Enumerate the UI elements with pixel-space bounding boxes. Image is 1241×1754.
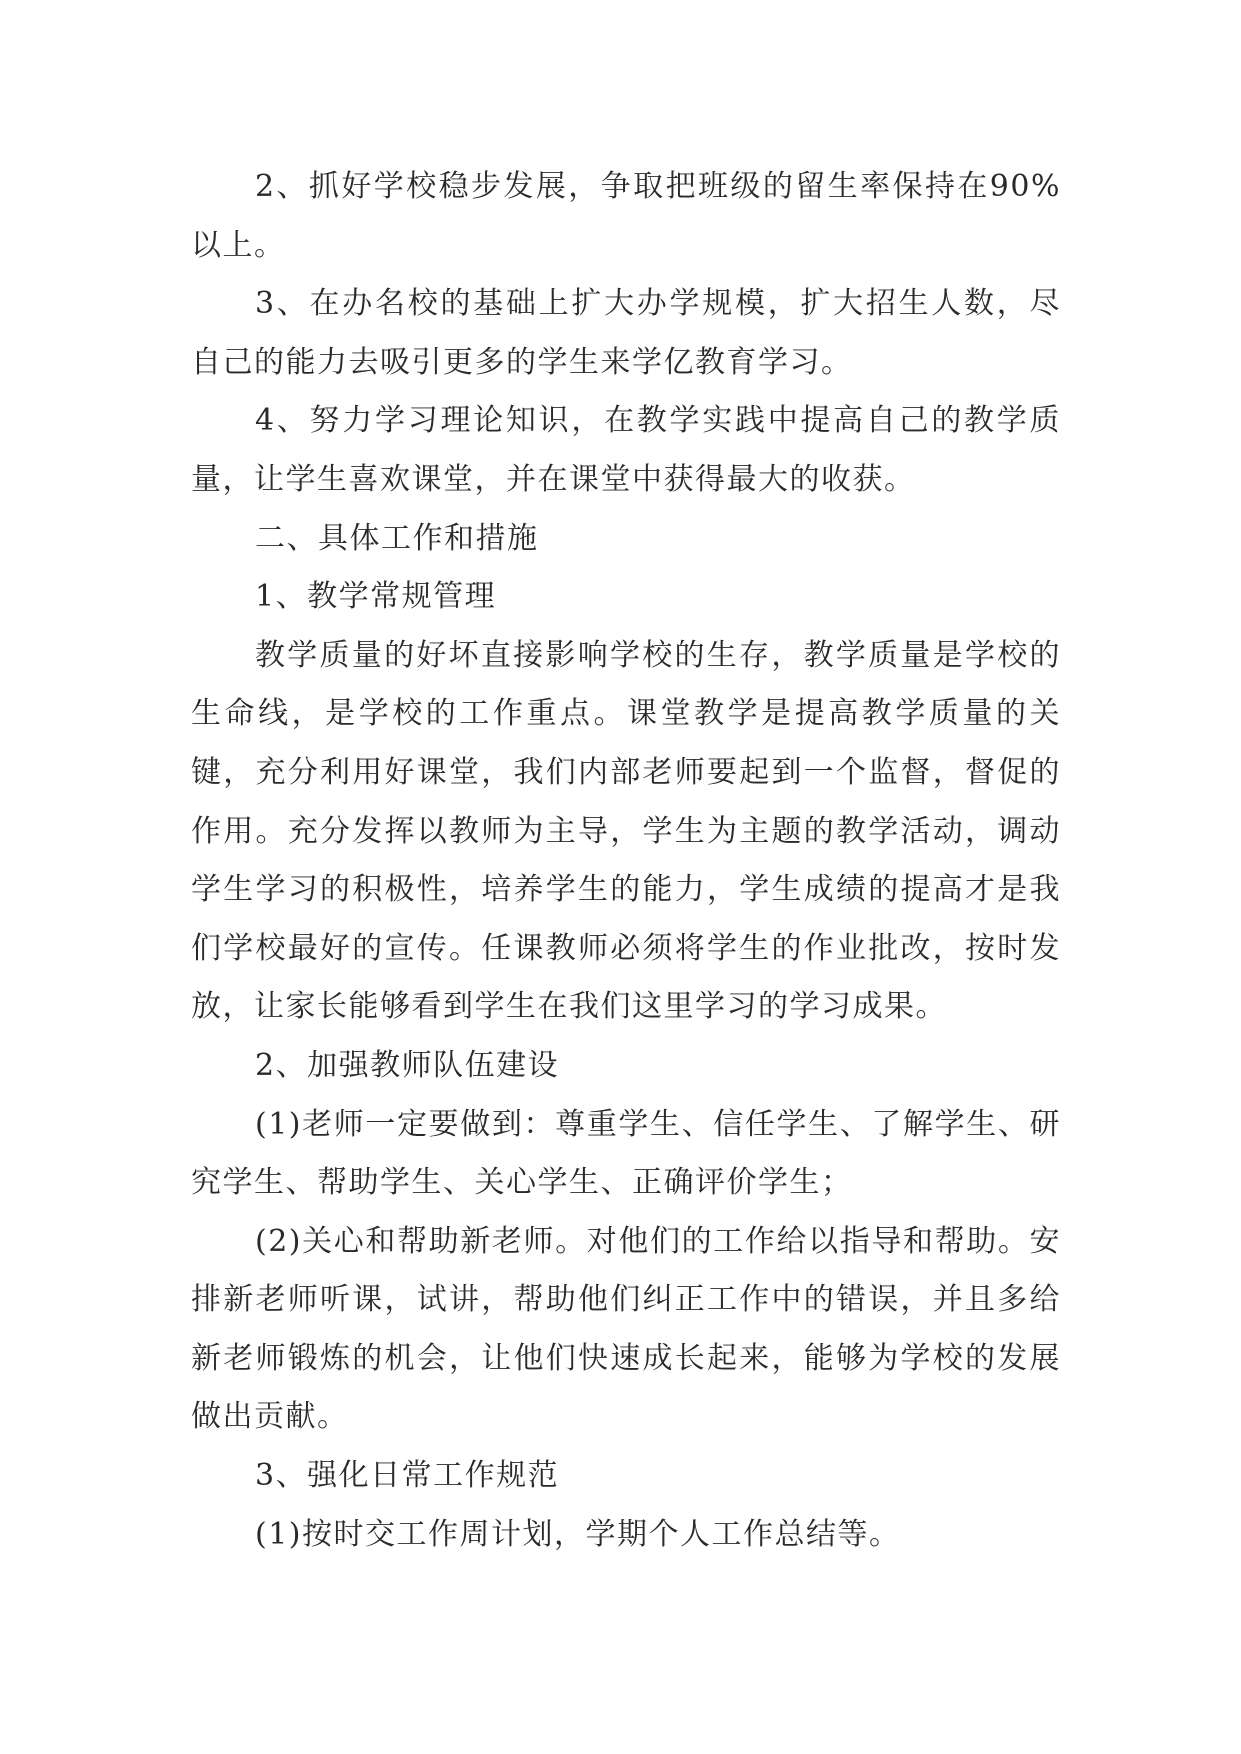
subheading-teaching-routine: 1、教学常规管理: [255, 579, 497, 615]
subheading-teacher-team: 2、加强教师队伍建设: [255, 1047, 560, 1083]
paragraph-teacher-item-2: (2)关心和帮助新老师。对他们的工作给以指导和帮助。安排新老师听课，试讲，帮助他们纠正工作中的错误，并且多给新老师锻炼的机会，让他们快速成长起来，能够为学校的发展做出贡献。: [191, 1223, 1061, 1435]
paragraph-daily-item-1: (1)按时交工作周计划，学期个人工作总结等。: [255, 1516, 901, 1552]
subheading-daily-work: 3、强化日常工作规范: [255, 1458, 560, 1494]
paragraph-goal-2: 2、抓好学校稳步发展，争取把班级的留生率保持在90%以上。: [191, 169, 1061, 263]
section-heading-measures: 二、具体工作和措施: [255, 520, 539, 556]
paragraph-teaching-quality: 教学质量的好坏直接影响学校的生存，教学质量是学校的生命线，是学校的工作重点。课堂教学是提高教学质量的关键，充分利用好课堂，我们内部老师要起到一个监督，督促的作用。充分发挥以教师为主导，学生为主题的教学活动，调动学生学习的积极性，培养学生的能力，学生成绩的提高才是我们学校最好的宣传。任课教师必须将学生的作业批改，按时发放，让家长能够看到学生在我们这里学习的学习成果。: [191, 637, 1061, 1025]
paragraph-goal-4: 4、努力学习理论知识，在教学实践中提高自己的教学质量，让学生喜欢课堂，并在课堂中获得最大的收获。: [191, 403, 1061, 497]
document-body: [191, 158, 1061, 1564]
paragraph-goal-3: 3、在办名校的基础上扩大办学规模，扩大招生人数，尽自己的能力去吸引更多的学生来学亿教育学习。: [191, 286, 1061, 380]
paragraph-teacher-item-1: (1)老师一定要做到：尊重学生、信任学生、了解学生、研究学生、帮助学生、关心学生、正确评价学生；: [191, 1106, 1061, 1201]
